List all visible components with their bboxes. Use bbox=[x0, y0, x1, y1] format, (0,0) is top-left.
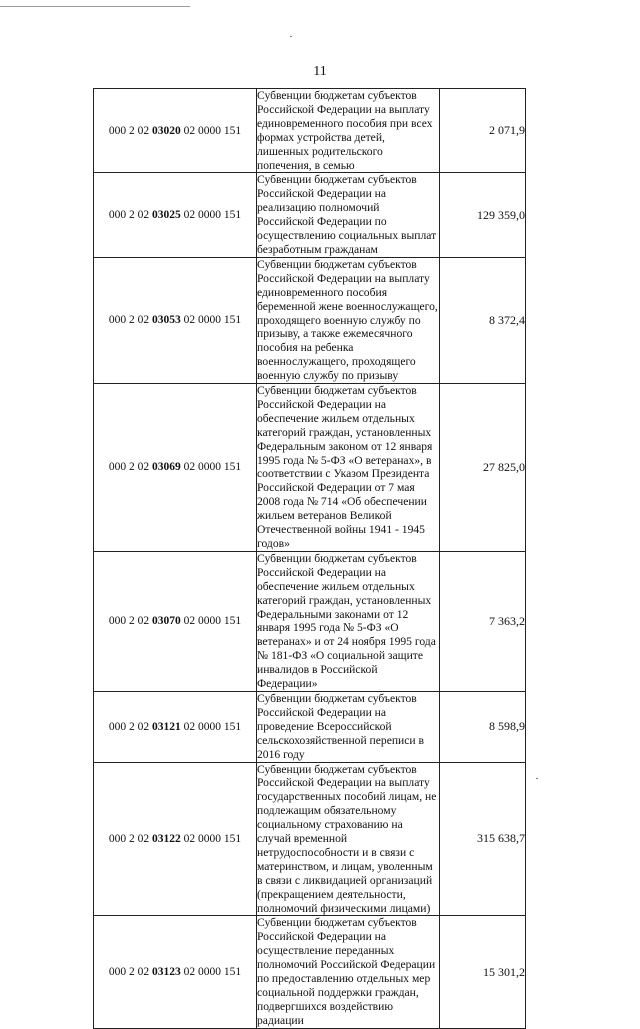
budget-code bbox=[94, 691, 257, 762]
description: Субвенции бюджетам субъектов Российской Федерации на реализацию полномочий Российской Федерации по осуществлению социальных выплат безработным гражданам bbox=[257, 173, 440, 257]
amount: 129 359,0 bbox=[440, 173, 526, 257]
code-prefix: 000 2 02 bbox=[108, 124, 152, 137]
code-suffix: 02 0000 151 bbox=[180, 124, 242, 137]
page-number: 11 bbox=[313, 64, 327, 79]
budget-code bbox=[94, 89, 257, 173]
code-bold: 03069 bbox=[152, 461, 181, 474]
amount: 8 598,9 bbox=[440, 691, 526, 762]
table-row bbox=[94, 257, 526, 383]
table-row bbox=[94, 384, 526, 552]
code-bold: 03070 bbox=[152, 615, 181, 628]
code-prefix: 000 2 02 bbox=[108, 720, 152, 733]
table-row bbox=[94, 89, 526, 173]
budget-code bbox=[94, 916, 257, 1028]
amount: 7 363,2 bbox=[440, 551, 526, 691]
amount: 15 301,2 bbox=[440, 916, 526, 1028]
description: Субвенции бюджетам субъектов Российской Федерации на выплату государственных пособий лицам, не подлежащим обязательному социальному страхованию на случай временной нетрудоспособности и в связи с материнством, и лицам, уволенным в связи с ликвидацией организаций (прекращением деятельности, полномочий физическими лицами) bbox=[257, 762, 440, 916]
code-bold: 03122 bbox=[152, 832, 181, 845]
code-prefix: 000 2 02 bbox=[108, 615, 152, 628]
scan-speck bbox=[536, 778, 538, 779]
code-prefix: 000 2 02 bbox=[108, 314, 152, 327]
code-prefix: 000 2 02 bbox=[108, 461, 152, 474]
code-bold: 03121 bbox=[152, 720, 181, 733]
code-bold: 03020 bbox=[152, 124, 181, 137]
description: Субвенции бюджетам субъектов Российской Федерации на выплату единовременного пособия при всех формах устройства детей, лишенных родительского попечения, в семью bbox=[257, 89, 440, 173]
scan-speck bbox=[290, 36, 292, 37]
amount: 315 638,7 bbox=[440, 762, 526, 916]
code-bold: 03053 bbox=[152, 314, 181, 327]
table-row bbox=[94, 173, 526, 257]
description: Субвенции бюджетам субъектов Российской Федерации на обеспечение жильем отдельных категорий граждан, установленных Федеральными законами от 12 января 1995 года № 5-ФЗ «О ветеранах» и от 24 ноября 1995 года № 181-ФЗ «О социальной защите инвалидов в Российской Федерации» bbox=[257, 551, 440, 691]
scan-edge-line bbox=[0, 6, 190, 7]
code-suffix: 02 0000 151 bbox=[180, 720, 242, 733]
budget-code bbox=[94, 173, 257, 257]
amount: 8 372,4 bbox=[440, 257, 526, 383]
code-suffix: 02 0000 151 bbox=[180, 209, 242, 222]
budget-code bbox=[94, 762, 257, 916]
budget-code bbox=[94, 551, 257, 691]
budget-code bbox=[94, 257, 257, 383]
description: Субвенции бюджетам субъектов Российской Федерации на проведение Всероссийской сельскохозяйственной переписи в 2016 году bbox=[257, 691, 440, 762]
amount: 27 825,0 bbox=[440, 384, 526, 552]
code-suffix: 02 0000 151 bbox=[180, 461, 242, 474]
table-row bbox=[94, 762, 526, 916]
code-prefix: 000 2 02 bbox=[108, 966, 152, 979]
code-bold: 03123 bbox=[152, 966, 181, 979]
code-suffix: 02 0000 151 bbox=[180, 314, 242, 327]
budget-code bbox=[94, 384, 257, 552]
code-suffix: 02 0000 151 bbox=[180, 832, 242, 845]
table-row bbox=[94, 916, 526, 1028]
code-suffix: 02 0000 151 bbox=[180, 615, 242, 628]
table-row bbox=[94, 691, 526, 762]
code-suffix: 02 0000 151 bbox=[180, 966, 242, 979]
code-prefix: 000 2 02 bbox=[108, 832, 152, 845]
code-prefix: 000 2 02 bbox=[108, 209, 152, 222]
description: Субвенции бюджетам субъектов Российской Федерации на обеспечение жильем отдельных категорий граждан, установленных Федеральным законом от 12 января 1995 года № 5-ФЗ «О ветеранах», в соответствии с Указом Президента Российской Федерации от 7 мая 2008 года № 714 «Об обеспечении жильем ветеранов Великой Отечественной войны 1941 - 1945 годов» bbox=[257, 384, 440, 552]
code-bold: 03025 bbox=[152, 209, 181, 222]
table-row bbox=[94, 551, 526, 691]
description: Субвенции бюджетам субъектов Российской Федерации на осуществление переданных полномочий Российской Федерации по предоставлению отдельных мер социальной поддержки граждан, подвергшихся воздействию радиации bbox=[257, 916, 440, 1028]
budget-table bbox=[93, 88, 526, 1029]
description: Субвенции бюджетам субъектов Российской Федерации на выплату единовременного пособия беременной жене военнослужащего, проходящего военную службу по призыву, а также ежемесячного пособия на ребенка военнослужащего, проходящего военную службу по призыву bbox=[257, 257, 438, 383]
amount: 2 071,9 bbox=[440, 89, 526, 173]
